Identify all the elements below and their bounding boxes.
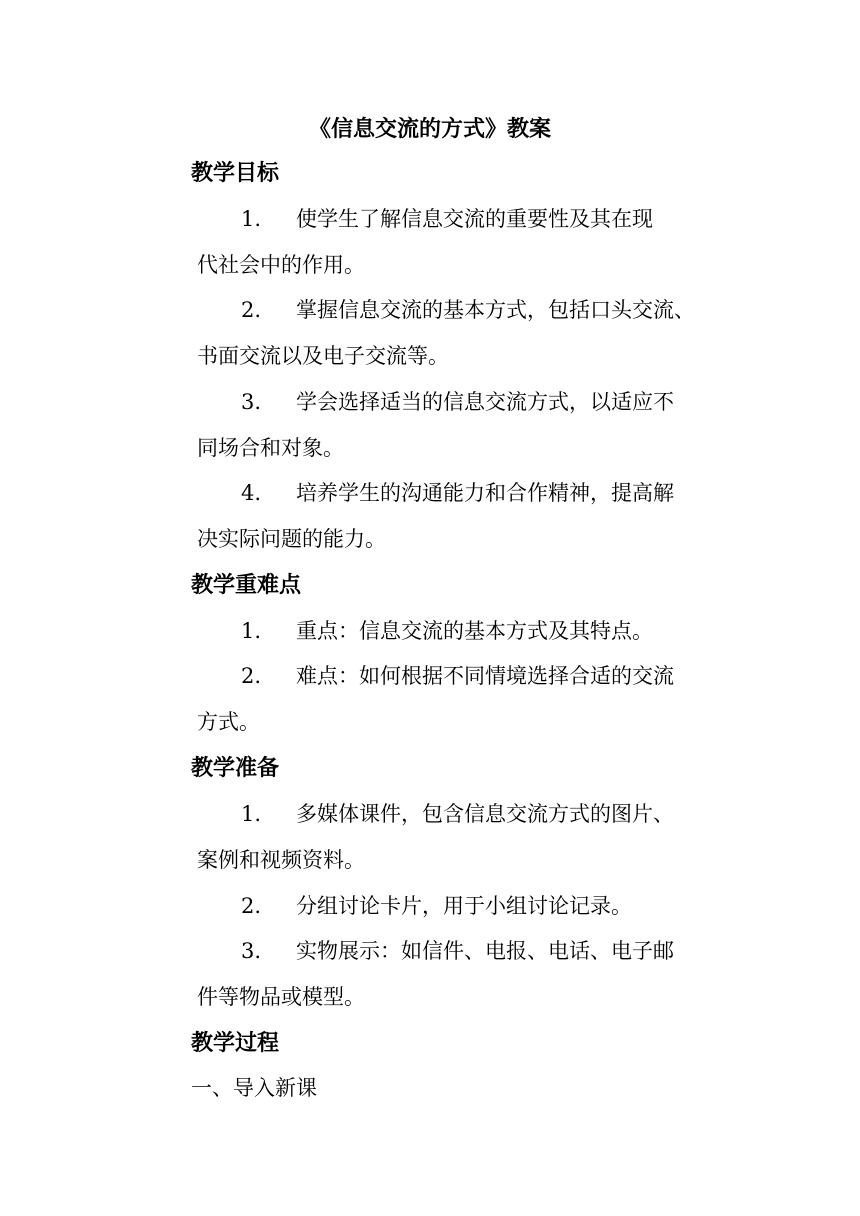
goal-item-1-number: 1. — [241, 207, 262, 231]
goal-item-1-text: 使学生了解信息交流的重要性及其在现 — [296, 207, 653, 231]
keypoint-item-1-number: 1. — [241, 619, 262, 643]
prep-item-2-number: 2. — [241, 894, 262, 918]
goal-item-2 — [191, 287, 731, 379]
keypoint-item-1-text: 重点：信息交流的基本方式及其特点。 — [296, 619, 653, 643]
prep-item-1-text: 多媒体课件，包含信息交流方式的图片、 — [296, 802, 674, 826]
goal-item-3-continuation: 同场合和对象。 — [197, 436, 344, 460]
prep-item-3-number: 3. — [241, 939, 262, 963]
prep-item-2-text: 分组讨论卡片，用于小组讨论记录。 — [296, 894, 632, 918]
heading-preparation: 教学准备 — [191, 755, 280, 781]
prep-item-1-continuation: 案例和视频资料。 — [197, 848, 365, 872]
goal-item-3-text: 学会选择适当的信息交流方式，以适应不 — [296, 390, 674, 414]
goal-item-1-continuation: 代社会中的作用。 — [197, 253, 365, 277]
goal-item-4-text: 培养学生的沟通能力和合作精神，提高解 — [296, 481, 674, 505]
keypoint-item-2-text: 难点：如何根据不同情境选择合适的交流 — [296, 664, 674, 688]
goal-item-1 — [191, 196, 731, 288]
keypoint-item-1 — [191, 608, 731, 654]
keypoint-item-2 — [191, 653, 731, 745]
goal-item-4-number: 4. — [241, 481, 262, 505]
process-subsection-1: 一、导入新课 — [191, 1076, 317, 1100]
goal-item-2-number: 2. — [241, 298, 262, 322]
heading-goals: 教学目标 — [191, 160, 280, 186]
goal-item-3-number: 3. — [241, 390, 262, 414]
goal-item-3 — [191, 379, 731, 471]
prep-item-3 — [191, 928, 731, 1020]
goal-item-4 — [191, 470, 731, 562]
heading-keypoints: 教学重难点 — [191, 572, 302, 598]
prep-item-2 — [191, 883, 731, 929]
prep-item-1-number: 1. — [241, 802, 262, 826]
keypoint-item-2-continuation: 方式。 — [197, 710, 260, 734]
goal-item-2-continuation: 书面交流以及电子交流等。 — [197, 344, 449, 368]
keypoint-item-2-number: 2. — [241, 664, 262, 688]
document-title: 《信息交流的方式》教案 — [308, 116, 551, 142]
prep-item-1 — [191, 791, 731, 883]
prep-item-3-continuation: 件等物品或模型。 — [197, 985, 365, 1009]
heading-process: 教学过程 — [191, 1030, 280, 1056]
goal-item-2-text: 掌握信息交流的基本方式，包括口头交流、 — [296, 298, 695, 322]
prep-item-3-text: 实物展示：如信件、电报、电话、电子邮 — [296, 939, 674, 963]
goal-item-4-continuation: 决实际问题的能力。 — [197, 527, 386, 551]
